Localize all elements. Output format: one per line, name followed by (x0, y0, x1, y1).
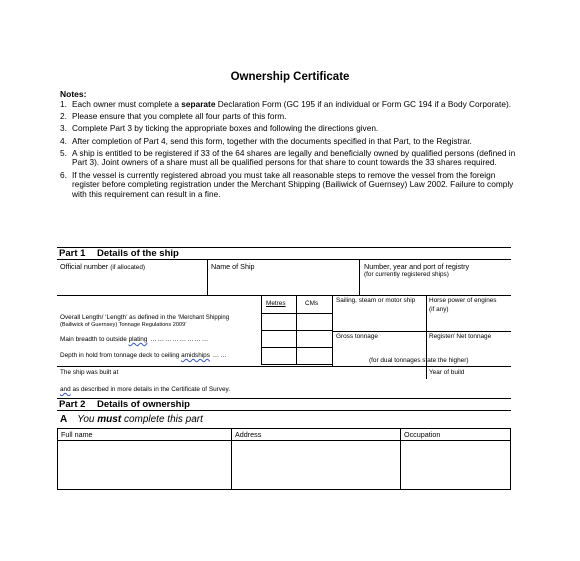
part1-header (57, 247, 511, 260)
ownership-table (57, 428, 511, 490)
divider (359, 260, 360, 296)
part2-number: Part 2 (59, 399, 86, 410)
notes-heading: Notes: (60, 89, 87, 99)
divider (207, 260, 208, 296)
horse-power-label: Horse power of engines (429, 297, 497, 304)
divider (400, 428, 401, 490)
tonnage-regs-label: (Bailiwick of Guernsey) Tonnage Regulations 2009’ (60, 322, 187, 328)
note-number: 6. (60, 169, 67, 180)
part1-number: Part 1 (59, 248, 86, 259)
note-text: After completion of Part 4, send this form, together with the documents specified in that Part, to the Registrar. (72, 135, 472, 146)
dual-tonnage-note: (for dual tonnages state the higher) (369, 357, 469, 364)
part2-header (57, 398, 511, 411)
gross-tonnage-label: Gross tonnage (336, 333, 378, 340)
divider (426, 366, 427, 379)
part2-title: Details of ownership (97, 399, 190, 410)
registry-note: (for currently registered ships) (364, 271, 449, 278)
note-number: 4. (60, 135, 67, 146)
note-item (60, 112, 516, 122)
notes-list (60, 100, 516, 202)
divider (57, 366, 511, 367)
name-of-ship-label: Name of Ship (211, 262, 255, 271)
note-text: If the vessel is currently registered abroad you must take all reasonable steps to remove the vessel from the foreign register before completing registration under the Merchant Shipping (Bailiwick of Guernsey) Law 2002. Failure to comply with this requirement can result in a fine. (72, 169, 514, 199)
part1-title: Details of the ship (97, 248, 179, 259)
section-a-heading: A You must complete this part (60, 414, 203, 425)
note-item (60, 171, 516, 200)
note-number: 5. (60, 147, 67, 158)
official-number-label: Official number (if allocated) (60, 262, 146, 271)
divider (261, 330, 333, 331)
registry-label: Number, year and port of registry (364, 262, 470, 271)
note-text: Complete Part 3 by ticking the appropriate boxes and following the directions given. (72, 123, 379, 134)
address-header: Address (235, 430, 262, 439)
year-of-build-label: Year of build (429, 369, 465, 376)
note-item (60, 149, 516, 168)
cms-header: CMs (305, 300, 319, 307)
page-title: Ownership Certificate (230, 71, 350, 83)
main-breadth-label: Main breadth to outside plating …………………… (60, 336, 210, 343)
built-at-label: The ship was built at (60, 369, 119, 376)
divider (261, 313, 333, 314)
divider (261, 347, 333, 348)
note-item (60, 124, 516, 134)
note-number: 1. (60, 99, 67, 109)
note-number: 2. (60, 111, 67, 122)
divider (332, 331, 511, 332)
metres-header: Metres (266, 300, 286, 307)
horse-power-note: (if any) (429, 306, 449, 313)
divider (231, 428, 232, 490)
note-text: Each owner must complete a separate Declaration Form (GC 195 if an individual or Form GC 194 if a Body Corporate). (72, 99, 512, 109)
full-name-header: Full name (61, 430, 93, 439)
net-tonnage-label: Register/ Net tonnage (429, 333, 492, 340)
occupation-header: Occupation (404, 430, 441, 439)
note-text: A ship is entitled to be registered if 33 of the 64 shares are legally and beneficially owned by qualified persons (defined in Part 3). Joint owners of a share must all be qualified persons for that share to count towards the 33 shares required. (72, 147, 516, 168)
note-number: 3. (60, 123, 67, 134)
overall-length-label: Overall Length/ ‘Length’ as defined in the ‘Merchant Shipping (60, 314, 230, 321)
note-item (60, 137, 516, 147)
depth-label: Depth in hold from tonnage deck to ceiling amidships …… (60, 352, 228, 359)
note-item (60, 100, 516, 110)
ship-type-label: Sailing, steam or motor ship (336, 297, 416, 304)
divider (57, 440, 511, 441)
survey-note: and as described in more details in the Certificate of Survey. (60, 386, 231, 393)
note-text: Please ensure that you complete all four parts of this form. (72, 111, 287, 122)
